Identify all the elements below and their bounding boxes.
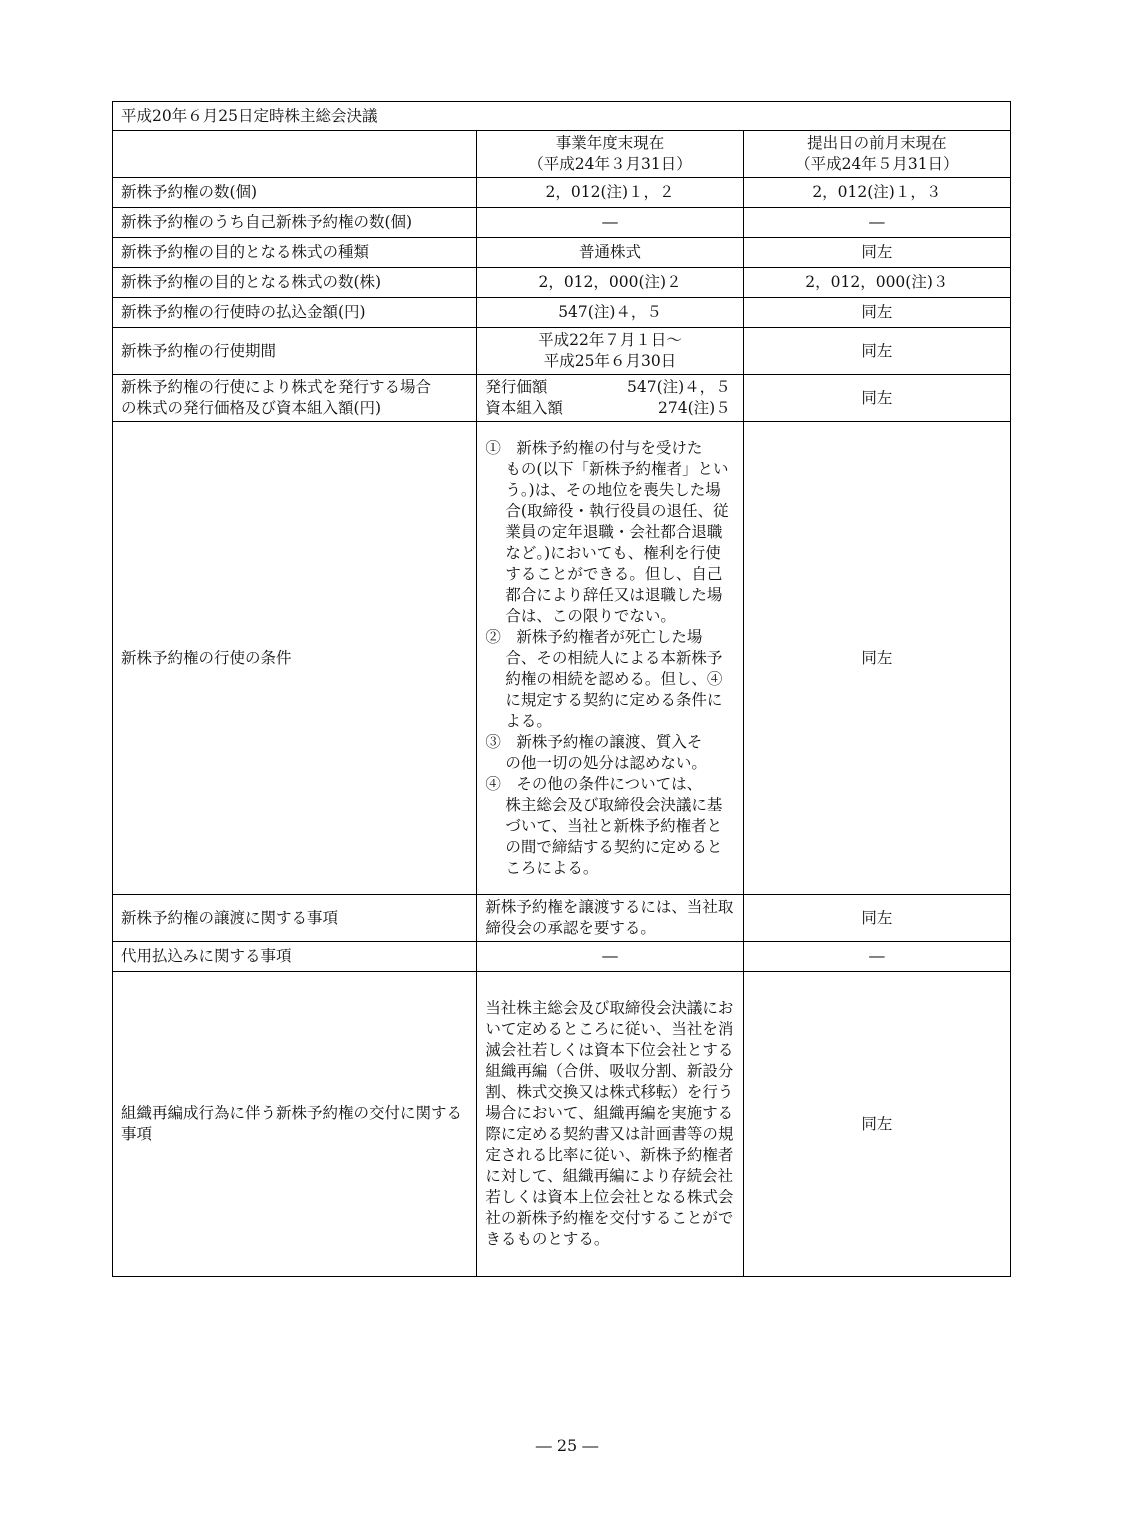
row-label: 新株予約権の目的となる株式の種類 bbox=[113, 238, 477, 268]
header-row bbox=[113, 131, 1011, 178]
table-row-exercise-period bbox=[113, 328, 1011, 375]
row-label: 新株予約権の数(個) bbox=[113, 178, 477, 208]
row-value-current: 2，012(注)１，３ bbox=[743, 178, 1010, 208]
row-value-fiscal: 2，012，000(注)２ bbox=[477, 268, 743, 298]
header-empty-cell bbox=[113, 131, 477, 178]
conditions-list bbox=[477, 422, 743, 895]
row-value-current: 同左 bbox=[743, 238, 1010, 268]
table-row-reorganization bbox=[113, 972, 1011, 1277]
table-caption: 平成20年６月25日定時株主総会決議 bbox=[113, 102, 1011, 131]
row-label: 代用払込みに関する事項 bbox=[113, 942, 477, 972]
table-row bbox=[113, 238, 1011, 268]
condition-item: ③ 新株予約権の譲渡、質入そ の他一切の処分は認めない。 bbox=[485, 732, 707, 772]
row-value-fiscal: ― bbox=[477, 942, 743, 972]
row-value-current: 同左 bbox=[743, 422, 1010, 895]
issue-price-value bbox=[477, 375, 743, 422]
condition-item: ① 新株予約権の付与を受けた もの(以下「新株予約権者」という。)は、その地位を喪失した場合(取締役・執行役員の退任、従業員の定年退職・会社都合退職など。)においても、権利を行使することができる。但し、自己都合により辞任又は退職した場合は、この限りでない。 bbox=[485, 438, 729, 625]
row-value-fiscal: 2，012(注)１，２ bbox=[477, 178, 743, 208]
row-label: 新株予約権の目的となる株式の数(株) bbox=[113, 268, 477, 298]
condition-item: ④ その他の条件については、 株主総会及び取締役会決議に基づいて、当社と新株予約権者との間で締結する契約に定めるところによる。 bbox=[485, 774, 723, 877]
row-label: 組織再編成行為に伴う新株予約権の交付に関する事項 bbox=[113, 972, 477, 1277]
table-row-substitute bbox=[113, 942, 1011, 972]
header-prior-month-end: 提出日の前月末現在 （平成24年５月31日） bbox=[743, 131, 1010, 178]
row-value-current: 2，012，000(注)３ bbox=[743, 268, 1010, 298]
row-value-current: 同左 bbox=[743, 375, 1010, 422]
table-row-issue-price bbox=[113, 375, 1011, 422]
table-caption-row bbox=[113, 102, 1011, 131]
row-label: 新株予約権の行使の条件 bbox=[113, 422, 477, 895]
row-label: 新株予約権の行使時の払込金額(円) bbox=[113, 298, 477, 328]
transfer-value: 新株予約権を譲渡するには、当社取締役会の承認を要する。 bbox=[477, 895, 743, 942]
row-value-current: 同左 bbox=[743, 895, 1010, 942]
table-row bbox=[113, 268, 1011, 298]
exercise-period-value: 平成22年７月１日～ 平成25年６月30日 bbox=[477, 328, 743, 375]
capital-line: 資本組入額 274(注)５ bbox=[485, 399, 731, 417]
stock-option-table bbox=[112, 101, 1011, 1277]
issue-price-line: 発行価額 547(注)４，５ bbox=[485, 378, 731, 396]
reorganization-value: 当社株主総会及び取締役会決議において定めるところに従い、当社を消滅会社若しくは資本下位会社とする組織再編（合併、吸収分割、新設分割、株式交換又は株式移転）を行う場合において、組織再編を実施する際に定める契約書又は計画書等の規定される比率に従い、新株予約権者に対して、組織再編により存続会社若しくは資本上位会社となる株式会社の新株予約権を交付することができるものとする。 bbox=[477, 972, 743, 1277]
row-value-fiscal: ― bbox=[477, 208, 743, 238]
row-label: 新株予約権の行使により株式を発行する場合 の株式の発行価格及び資本組入額(円) bbox=[113, 375, 477, 422]
table-row bbox=[113, 298, 1011, 328]
row-value-fiscal: 547(注)４，５ bbox=[477, 298, 743, 328]
row-label: 新株予約権のうち自己新株予約権の数(個) bbox=[113, 208, 477, 238]
condition-item: ② 新株予約権者が死亡した場 合、その相続人による本新株予約権の相続を認める。但し、④に規定する契約に定める条件による。 bbox=[485, 627, 723, 730]
row-value-current: ― bbox=[743, 208, 1010, 238]
row-label: 新株予約権の譲渡に関する事項 bbox=[113, 895, 477, 942]
table-row bbox=[113, 208, 1011, 238]
row-value-fiscal: 普通株式 bbox=[477, 238, 743, 268]
page-number: ― 25 ― bbox=[535, 1436, 599, 1455]
table-row-conditions bbox=[113, 422, 1011, 895]
row-label: 新株予約権の行使期間 bbox=[113, 328, 477, 375]
row-value-current: 同左 bbox=[743, 328, 1010, 375]
row-value-current: 同左 bbox=[743, 972, 1010, 1277]
table-row bbox=[113, 178, 1011, 208]
table-row-transfer bbox=[113, 895, 1011, 942]
row-value-current: ― bbox=[743, 942, 1010, 972]
header-fiscal-year-end: 事業年度末現在 （平成24年３月31日） bbox=[477, 131, 743, 178]
row-value-current: 同左 bbox=[743, 298, 1010, 328]
